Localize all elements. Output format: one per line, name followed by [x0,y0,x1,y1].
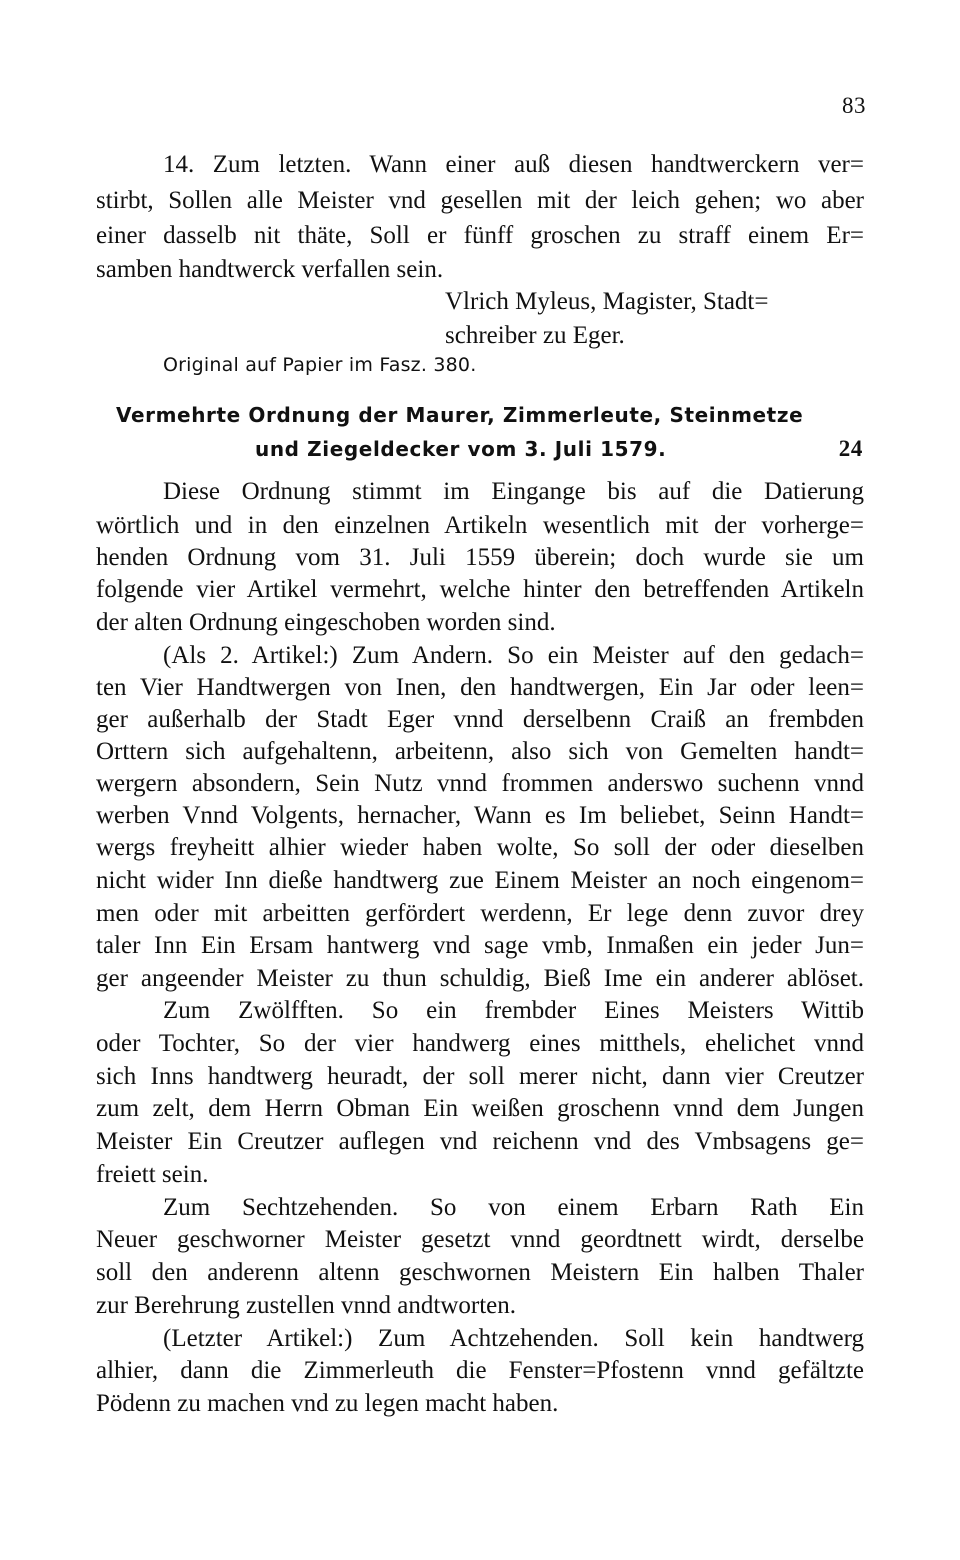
text-line: Neuer geschworner Meister gesetzt vnnd geordtnett wirdt, derselbe [96,1226,864,1253]
text-line: ger außerhalb der Stadt Eger vnnd derselbenn Craiß an frembden [96,706,864,733]
text-line: henden Ordnung vom 31. Juli 1559 überein; doch wurde sie um [96,544,864,571]
text-line: nicht wider Inn dieße handtwerg zue Einem Meister an noch eingenom= [96,867,864,894]
text-line: zur Berehrung zustellen vnnd andtworten. [96,1292,517,1319]
text-line: (Letzter Artikel:) Zum Achtzehenden. Soll kein handtwerg [163,1325,864,1352]
text-line: Orttern sich aufgehaltenn, arbeitenn, also sich von Gemelten handt= [96,738,864,765]
text-line: Zum Zwölfften. So ein frembder Eines Meisters Wittib [163,997,864,1024]
signature-line: Vlrich Myleus, Magister, Stadt= [445,288,769,315]
text-line: folgende vier Artikel vermehrt, welche hinter den betreffenden Artikeln [96,576,864,603]
section-heading-text: und Ziegeldecker vom 3. Juli 1579. [255,437,667,461]
section-heading-line2 [255,432,863,466]
text-line: men oder mit arbeitten gerfördert werdenn, Er lege denn zuvor drey [96,900,864,927]
text-line: (Als 2. Artikel:) Zum Andern. So ein Meister auf den gedach= [163,642,864,669]
text-line: soll den anderenn altenn geschwornen Meistern Ein halben Thaler [96,1259,864,1286]
text-line: freiett sein. [96,1161,209,1188]
text-line: ger angeender Meister zu thun schuldig, Bieß Ime ein anderer ablöset. [96,965,864,992]
text-line: einer dasselb nit thäte, Soll er fünff groschen zu straff einem Er= [96,222,864,249]
source-note: Original auf Papier im Fasz. 380. [163,354,477,376]
signature-line: schreiber zu Eger. [445,322,625,349]
text-line: werben Vnnd Volgents, hernacher, Wann es Im beliebet, Seinn Handt= [96,802,864,829]
text-line: der alten Ordnung eingeschoben worden sind. [96,609,556,636]
text-line: samben handtwerck verfallen sein. [96,256,444,283]
text-line: wergern absondern, Sein Nutz vnnd frommen anderswo suchenn vnnd [96,770,864,797]
text-line: wörtlich und in den einzelnen Artikeln wesentlich mit der vorherge= [96,512,864,539]
text-line: Meister Ein Creutzer auflegen vnd reichenn vnd des Vmbsagens ge= [96,1128,864,1155]
text-line: taler Inn Ein Ersam hantwerg vnd sage vmb, Inmaßen ein jeder Jun= [96,932,864,959]
text-line: stirbt, Sollen alle Meister vnd gesellen mit der leich gehen; wo aber [96,187,864,214]
text-line: sich Inns handtwerg heuradt, der soll merer nicht, dann vier Creutzer [96,1063,864,1090]
text-line: Diese Ordnung stimmt im Eingange bis auf die Datierung [163,478,864,505]
text-line: wergs freyheitt alhier wieder haben wolte, So soll der oder dieselben [96,834,864,861]
text-line: Pödenn zu machen vnd zu legen macht haben. [96,1390,559,1417]
text-line: Zum Sechtzehenden. So von einem Erbarn Rath Ein [163,1194,864,1221]
document-number: 24 [838,436,863,461]
section-heading: Vermehrte Ordnung der Maurer, Zimmerleute, Steinmetze [116,403,804,427]
text-line: oder Tochter, So der vier handwerg eines mitthels, ehelichet vnnd [96,1030,864,1057]
page-number: 83 [842,93,866,118]
text-line: zum zelt, dem Herrn Obman Ein weißen groschenn vnnd dem Jungen [96,1095,864,1122]
text-line: 14. Zum letzten. Wann einer auß diesen handtwerckern ver= [163,151,864,178]
text-line: ten Vier Handtwergen von Inen, den handtwergen, Ein Jar oder leen= [96,674,864,701]
text-line: alhier, dann die Zimmerleuth die Fenster=Pfostenn vnnd gefältzte [96,1357,864,1384]
